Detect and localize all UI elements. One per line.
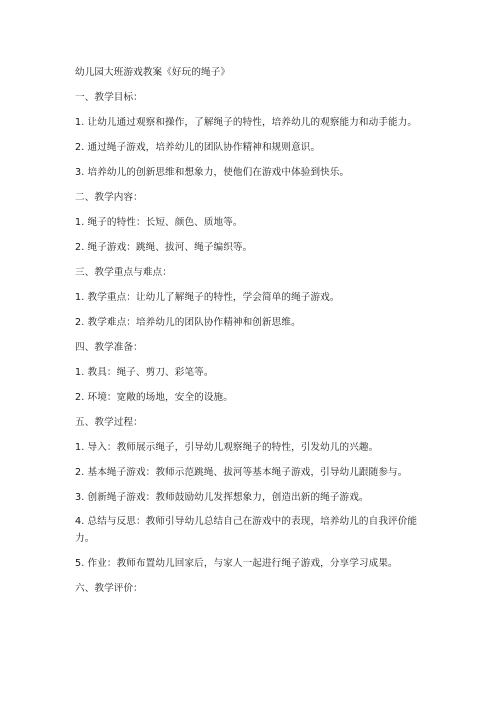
list-item: 2. 环境：宽敞的场地，安全的设施。 (75, 392, 233, 403)
section-heading-key-points: 三、教学重点与难点： (75, 267, 172, 278)
list-item: 2. 基本绳子游戏：教师示范跳绳、拔河等基本绳子游戏，引导幼儿跟随参与。 (75, 467, 408, 478)
list-item: 1. 让幼儿通过观察和操作，了解绳子的特性，培养幼儿的观察能力和动手能力。 (75, 117, 418, 128)
list-item: 2. 通过绳子游戏，培养幼儿的团队协作精神和规则意识。 (75, 142, 321, 153)
list-item: 2. 绳子游戏：跳绳、拔河、绳子编织等。 (75, 242, 253, 253)
document-body (75, 66, 435, 607)
section-heading-preparation: 四、教学准备： (75, 342, 143, 353)
list-item: 2. 教学难点：培养幼儿的团队协作精神和创新思维。 (75, 317, 301, 328)
section-heading-objectives: 一、教学目标： (75, 92, 143, 103)
list-item: 5. 作业：教师布置幼儿回家后，与家人一起进行绳子游戏，分享学习成果。 (75, 558, 398, 569)
section-heading-content: 二、教学内容： (75, 192, 143, 203)
list-item: 1. 导入：教师展示绳子，引导幼儿观察绳子的特性，引发幼儿的兴趣。 (75, 442, 379, 453)
list-item: 3. 创新绳子游戏：教师鼓励幼儿发挥想象力，创造出新的绳子游戏。 (75, 492, 369, 503)
list-item: 4. 总结与反思：教师引导幼儿总结自己在游戏中的表现，培养幼儿的自我评价能力。 (75, 516, 418, 544)
list-item: 1. 教学重点：让幼儿了解绳子的特性，学会简单的绳子游戏。 (75, 292, 340, 303)
list-item: 1. 教具：绳子、剪刀、彩笔等。 (75, 367, 214, 378)
list-item: 1. 绳子的特性：长短、颜色、质地等。 (75, 217, 243, 228)
section-heading-evaluation: 六、教学评价： (75, 583, 143, 594)
section-heading-process: 五、教学过程： (75, 417, 143, 428)
list-item: 3. 培养幼儿的创新思维和想象力，使他们在游戏中体验到快乐。 (75, 167, 350, 178)
document-title: 幼儿园大班游戏教案《好玩的绳子》 (75, 67, 231, 78)
